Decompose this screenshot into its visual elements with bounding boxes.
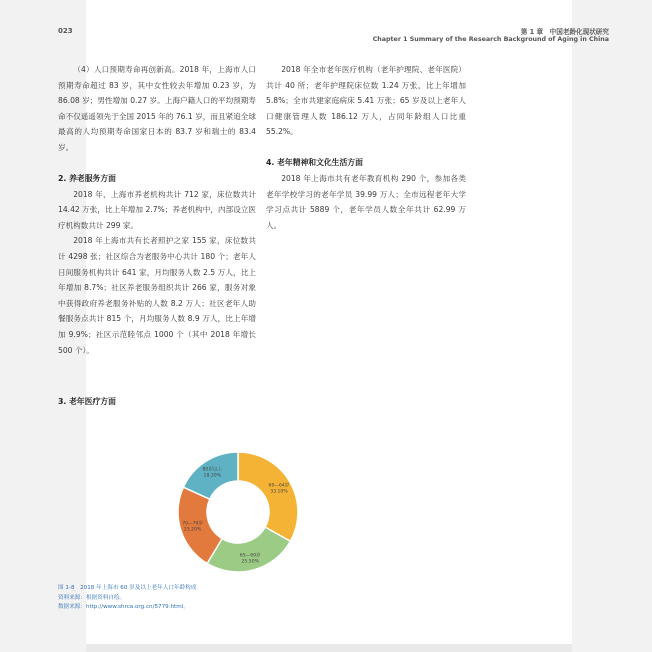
figure-title: 图 1-8 2018 年上海市 60 岁及以上老年人口年龄构成	[58, 585, 197, 591]
paragraph-elderly-education: 2018 年上海市共有老年教育机构 290 个，参加各类老年学校学习的老年学员 39.99 万人；全市远程老年大学学习点共计 5889 个，老年学员人数全年共计 62.99 万人。	[266, 173, 466, 230]
heading-elderly-care-services: 2. 养老服务方面	[58, 173, 116, 183]
donut-slice-2	[207, 527, 290, 572]
page-bottom-edge	[86, 644, 572, 652]
donut-slice-1	[238, 452, 298, 541]
paragraph-medical-institutions: 2018 年全市老年医疗机构（老年护理院、老年医院）共计 40 所；老年护理院床位数 1.24 万张，比上年增加 5.8%；全市共建家庭病床 5.41 万张；65 岁及以上老年人口健康管理人数 186.12 万人，占同年龄组人口比重 55.2%。	[266, 65, 466, 137]
donut-category-label-1: 60—64岁	[268, 483, 290, 489]
figure-note: 资料来源：根据资料自绘。	[58, 594, 126, 601]
donut-value-label-2: 25.50%	[241, 559, 260, 565]
running-header-cn: 第 1 章 中国老龄化现状研究	[520, 28, 609, 36]
donut-category-label-3: 70—79岁	[182, 521, 204, 527]
page-number: 023	[58, 27, 73, 35]
figure-source: 数据来源：http://www.shrca.org.cn/5779.html。	[58, 604, 189, 611]
figure-caption	[58, 584, 196, 613]
heading-elderly-medical: 3. 老年医疗方面	[58, 397, 116, 406]
right-column	[266, 62, 466, 233]
heading-culture-life: 4. 老年精神和文化生活方面	[266, 157, 363, 167]
donut-category-label-4: 80岁以上	[202, 467, 223, 473]
donut-value-label-1: 33.10%	[270, 489, 288, 495]
donut-value-label-4: 18.20%	[203, 473, 222, 479]
paragraph-life-expectancy: （4）人口预期寿命再创新高。2018 年，上海市人口预期寿命超过 83 岁，其中女性较去年增加 0.23 岁，为 86.08 岁；男性增加 0.27 岁。上海户籍人口的平均预期寿命不仅遥遥领先于全国 2015 年的 76.1 岁，而且紧追全球最高的人均预期寿命国家日本的 83.7 岁和瑞士的 83.4 岁。	[58, 65, 256, 152]
donut-value-label-3: 23.20%	[183, 527, 202, 533]
donut-category-label-2: 65—69岁	[239, 553, 261, 559]
age-structure-donut-chart	[170, 448, 310, 578]
paragraph-community-services: 2018 年上海市共有长者照护之家 155 家，床位数共计 4298 张；社区综合为老服务中心共计 180 个；老年人日间服务机构共计 641 家，月均服务人数 2.5 万人，比上年增加 8.7%；社区养老服务组织共计 266 家，服务对象中获得政府养老服务补贴的人数 8.2 万人；社区老年人助餐服务点共计 815 个，月均服务人数 8.9 万人，比上年增加 9.9%；社区示范睦邻点 1000 个（其中 2018 年增长 500 个）。	[58, 236, 256, 355]
left-column	[58, 62, 256, 358]
running-header-en: Chapter 1 Summary of the Research Background of Aging in China	[372, 36, 609, 43]
paragraph-care-institutions: 2018 年，上海市养老机构共计 712 家，床位数共计 14.42 万张，比上年增加 2.7%；养老机构中，内部设立医疗机构数共计 299 家。	[58, 189, 256, 230]
